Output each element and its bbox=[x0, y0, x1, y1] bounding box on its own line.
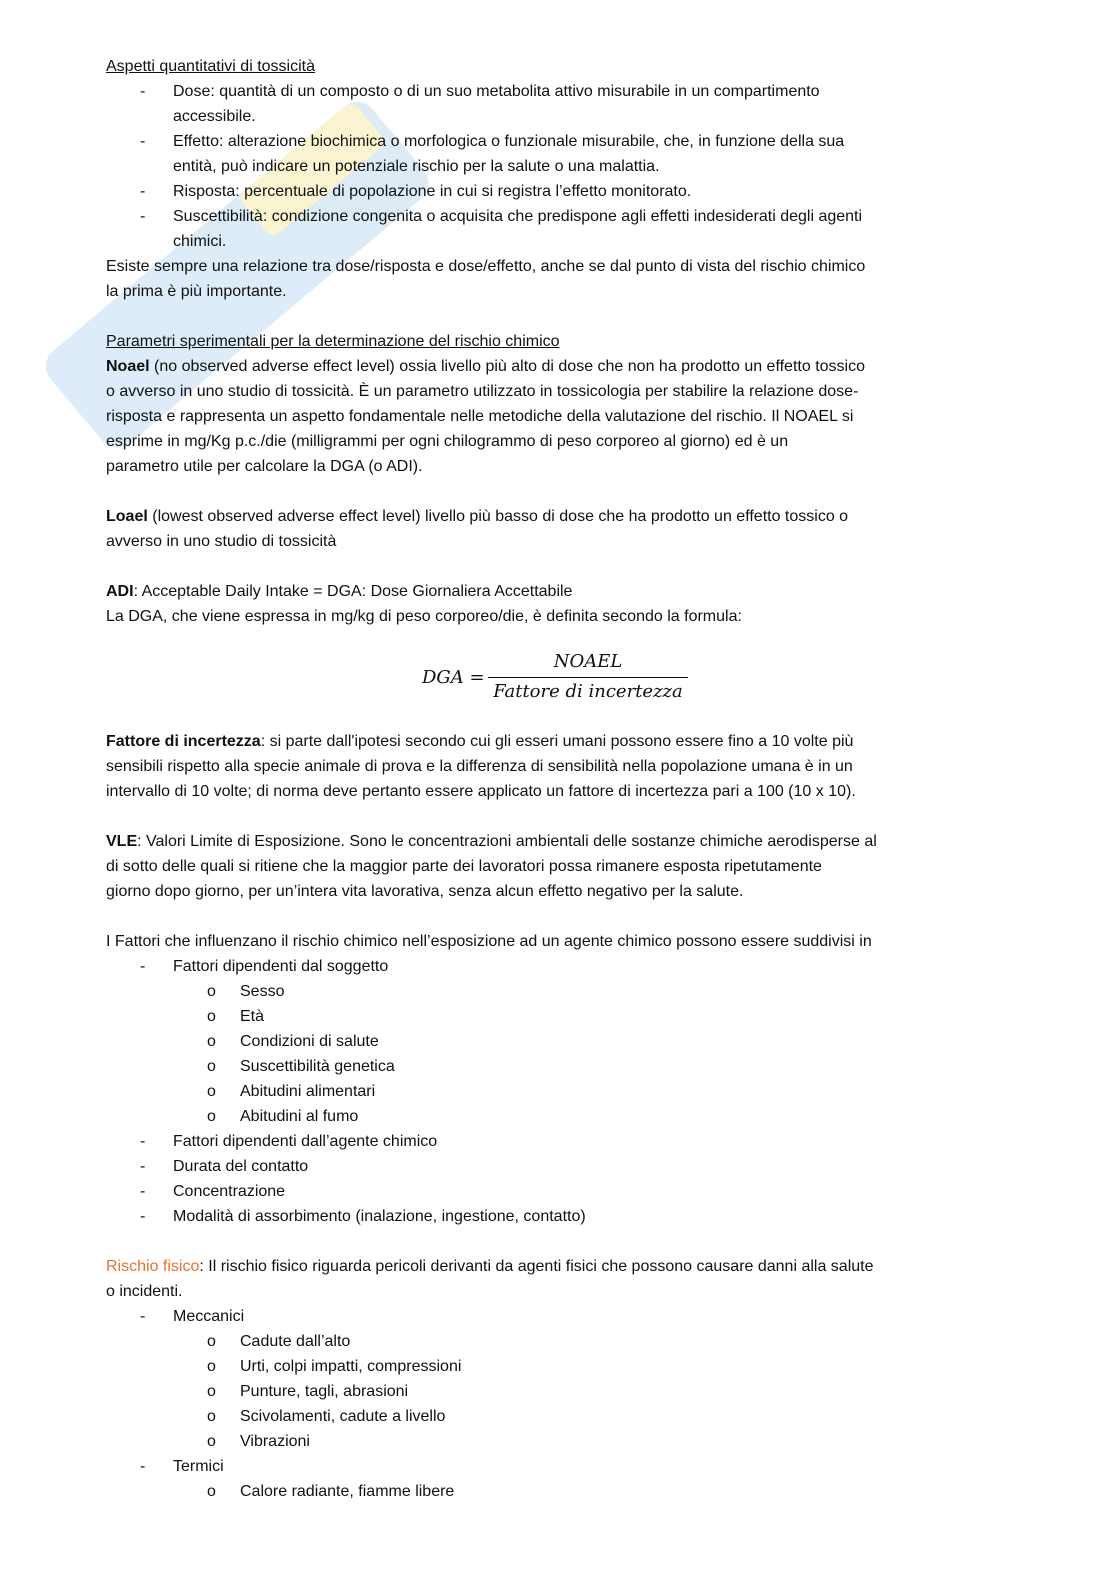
line-text: Effetto: alterazione biochimica o morfologica o funzionale misurabile, che, in funzione della sua bbox=[173, 133, 845, 150]
line-text: Modalità di assorbimento (inalazione, ingestione, contatto) bbox=[173, 1208, 586, 1225]
dash-bullet: - bbox=[140, 1133, 146, 1150]
line-text: Suscettibilità: condizione congenita o acquisita che predispone agli effetti indesiderati degli agenti bbox=[173, 208, 863, 225]
dash-bullet: - bbox=[140, 133, 146, 150]
section-label: Rischio fisico bbox=[106, 1258, 200, 1275]
sub-list-item bbox=[106, 1104, 1006, 1129]
list-item-continuation bbox=[106, 104, 1006, 129]
document-body bbox=[106, 54, 1006, 1504]
list-item bbox=[106, 1129, 1006, 1154]
paragraph-line bbox=[106, 429, 1006, 454]
circle-bullet: o bbox=[207, 1033, 216, 1050]
dash-bullet: - bbox=[140, 1183, 146, 1200]
list-item bbox=[106, 179, 1006, 204]
paragraph-line bbox=[106, 879, 1006, 904]
formula-lhs: DGA = bbox=[422, 667, 485, 688]
paragraph-line bbox=[106, 404, 1006, 429]
line-text: la prima è più importante. bbox=[106, 283, 287, 300]
line-text: entità, può indicare un potenziale rischio per la salute o una malattia. bbox=[173, 158, 660, 175]
blank-line bbox=[106, 304, 1006, 329]
line-text: di sotto delle quali si ritiene che la maggior parte dei lavoratori possa rimanere esposta ripetutamente bbox=[106, 858, 822, 875]
paragraph-line bbox=[106, 579, 1006, 604]
line-text: Parametri sperimentali per la determinazione del rischio chimico bbox=[106, 333, 560, 350]
line-text: chimici. bbox=[173, 233, 227, 250]
line-text: o avverso in uno studio di tossicità. È un parametro utilizzato in tossicologia per stabilire la relazione dose- bbox=[106, 383, 859, 400]
dash-bullet: - bbox=[140, 1208, 146, 1225]
line-text: sensibili rispetto alla specie animale di prova e la differenza di sensibilità nella popolazione umana è in un bbox=[106, 758, 853, 775]
list-item bbox=[106, 1304, 1006, 1329]
blank-line bbox=[106, 804, 1006, 829]
line-text: (no observed adverse effect level) ossia livello più alto di dose che non ha prodotto un effetto tossico bbox=[149, 358, 865, 375]
line-text: La DGA, che viene espressa in mg/kg di peso corporeo/die, è definita secondo la formula: bbox=[106, 608, 742, 625]
paragraph-line bbox=[106, 354, 1006, 379]
term-label: Loael bbox=[106, 508, 148, 525]
circle-bullet: o bbox=[207, 1108, 216, 1125]
circle-bullet: o bbox=[207, 1083, 216, 1100]
line-text: : Valori Limite di Esposizione. Sono le concentrazioni ambientali delle sostanze chimiche aerodisperse al bbox=[137, 833, 877, 850]
line-text: esprime in mg/Kg p.c./die (milligrammi per ogni chilogrammo di peso corporeo al giorno) ed è un bbox=[106, 433, 789, 450]
line-text: Termici bbox=[173, 1458, 224, 1475]
section-heading bbox=[106, 54, 1006, 79]
list-item bbox=[106, 1454, 1006, 1479]
dash-bullet: - bbox=[140, 1158, 146, 1175]
circle-bullet: o bbox=[207, 1333, 216, 1350]
line-text: parametro utile per calcolare la DGA (o ADI). bbox=[106, 458, 423, 475]
circle-bullet: o bbox=[207, 1483, 216, 1500]
line-text: : Acceptable Daily Intake = DGA: Dose Giornaliera Accettabile bbox=[133, 583, 573, 600]
dash-bullet: - bbox=[140, 1308, 146, 1325]
line-text: avverso in uno studio di tossicità bbox=[106, 533, 337, 550]
blank-line bbox=[106, 554, 1006, 579]
line-text: accessibile. bbox=[173, 108, 256, 125]
list-item bbox=[106, 129, 1006, 154]
line-text: Risposta: percentuale di popolazione in cui si registra l’effetto monitorato. bbox=[173, 183, 692, 200]
term-label: Fattore di incertezza bbox=[106, 733, 261, 750]
line-text: Durata del contatto bbox=[173, 1158, 309, 1175]
dash-bullet: - bbox=[140, 208, 146, 225]
line-text: Calore radiante, fiamme libere bbox=[240, 1483, 455, 1500]
line-text: Scivolamenti, cadute a livello bbox=[240, 1408, 446, 1425]
line-text: : Il rischio fisico riguarda pericoli derivanti da agenti fisici che possono causare danni alla salute bbox=[199, 1258, 874, 1275]
formula-denominator: Fattore di incertezza bbox=[493, 681, 683, 702]
paragraph-line bbox=[106, 754, 1006, 779]
blank-line bbox=[106, 1229, 1006, 1254]
circle-bullet: o bbox=[207, 1383, 216, 1400]
paragraph-line bbox=[106, 254, 1006, 279]
line-text: : si parte dall'ipotesi secondo cui gli esseri umani possono essere fino a 10 volte più bbox=[260, 733, 854, 750]
line-text: Cadute dall’alto bbox=[240, 1333, 351, 1350]
paragraph-line bbox=[106, 454, 1006, 479]
sub-list-item bbox=[106, 1004, 1006, 1029]
circle-bullet: o bbox=[207, 1008, 216, 1025]
line-text: Suscettibilità genetica bbox=[240, 1058, 395, 1075]
line-text: o incidenti. bbox=[106, 1283, 183, 1300]
term-label: VLE bbox=[106, 833, 138, 850]
line-text: Aspetti quantitativi di tossicità bbox=[106, 58, 315, 75]
circle-bullet: o bbox=[207, 983, 216, 1000]
paragraph-line bbox=[106, 279, 1006, 304]
list-item bbox=[106, 954, 1006, 979]
line-text: Fattori dipendenti dall’agente chimico bbox=[173, 1133, 438, 1150]
paragraph-line bbox=[106, 1279, 1006, 1304]
paragraph-line bbox=[106, 729, 1006, 754]
list-item bbox=[106, 79, 1006, 104]
paragraph-line bbox=[106, 604, 1006, 629]
term-label: Noael bbox=[106, 358, 150, 375]
list-item bbox=[106, 1204, 1006, 1229]
dga-formula bbox=[106, 629, 1006, 729]
line-text: intervallo di 10 volte; di norma deve pertanto essere applicato un fattore di incertezza pari a 100 (10 x 10). bbox=[106, 783, 856, 800]
line-text: Abitudini alimentari bbox=[240, 1083, 376, 1100]
line-text: Punture, tagli, abrasioni bbox=[240, 1383, 409, 1400]
line-text: Fattori dipendenti dal soggetto bbox=[173, 958, 389, 975]
line-text: (lowest observed adverse effect level) livello più basso di dose che ha prodotto un effetto tossico o bbox=[147, 508, 849, 525]
sub-list-item bbox=[106, 1404, 1006, 1429]
paragraph-line bbox=[106, 854, 1006, 879]
dash-bullet: - bbox=[140, 958, 146, 975]
sub-list-item bbox=[106, 1054, 1006, 1079]
list-item-continuation bbox=[106, 154, 1006, 179]
line-text: Sesso bbox=[240, 983, 285, 1000]
line-text: I Fattori che influenzano il rischio chimico nell’esposizione ad un agente chimico possono essere suddivisi in bbox=[106, 933, 872, 950]
formula-numerator: NOAEL bbox=[553, 651, 623, 672]
paragraph-line bbox=[106, 529, 1006, 554]
line-text: Condizioni di salute bbox=[240, 1033, 379, 1050]
formula-fraction-bar bbox=[488, 677, 688, 678]
term-label: ADI bbox=[106, 583, 134, 600]
paragraph-line bbox=[106, 1254, 1006, 1279]
sub-list-item bbox=[106, 1479, 1006, 1504]
blank-line bbox=[106, 904, 1006, 929]
circle-bullet: o bbox=[207, 1408, 216, 1425]
dash-bullet: - bbox=[140, 183, 146, 200]
section-heading bbox=[106, 329, 1006, 354]
paragraph-line bbox=[106, 504, 1006, 529]
circle-bullet: o bbox=[207, 1433, 216, 1450]
blank-line bbox=[106, 479, 1006, 504]
circle-bullet: o bbox=[207, 1358, 216, 1375]
list-item bbox=[106, 1154, 1006, 1179]
sub-list-item bbox=[106, 1354, 1006, 1379]
list-item bbox=[106, 204, 1006, 229]
dash-bullet: - bbox=[140, 83, 146, 100]
line-text: risposta e rappresenta un aspetto fondamentale nelle metodiche della valutazione del rischio. Il NOAEL si bbox=[106, 408, 854, 425]
line-text: Concentrazione bbox=[173, 1183, 286, 1200]
line-text: Dose: quantità di un composto o di un suo metabolita attivo misurabile in un compartimento bbox=[173, 83, 820, 100]
paragraph-line bbox=[106, 779, 1006, 804]
list-item-continuation bbox=[106, 229, 1006, 254]
list-item bbox=[106, 1179, 1006, 1204]
dash-bullet: - bbox=[140, 1458, 146, 1475]
line-text: Età bbox=[240, 1008, 265, 1025]
line-text: Abitudini al fumo bbox=[240, 1108, 359, 1125]
sub-list-item bbox=[106, 1429, 1006, 1454]
paragraph-line bbox=[106, 379, 1006, 404]
sub-list-item bbox=[106, 1379, 1006, 1404]
sub-list-item bbox=[106, 979, 1006, 1004]
paragraph-line bbox=[106, 829, 1006, 854]
line-text: Vibrazioni bbox=[240, 1433, 310, 1450]
line-text: giorno dopo giorno, per un’intera vita lavorativa, senza alcun effetto negativo per la salute. bbox=[106, 883, 744, 900]
sub-list-item bbox=[106, 1079, 1006, 1104]
line-text: Meccanici bbox=[173, 1308, 245, 1325]
line-text: Esiste sempre una relazione tra dose/risposta e dose/effetto, anche se dal punto di vista del rischio chimico bbox=[106, 258, 866, 275]
circle-bullet: o bbox=[207, 1058, 216, 1075]
paragraph-line bbox=[106, 929, 1006, 954]
line-text: Urti, colpi impatti, compressioni bbox=[240, 1358, 462, 1375]
sub-list-item bbox=[106, 1029, 1006, 1054]
sub-list-item bbox=[106, 1329, 1006, 1354]
